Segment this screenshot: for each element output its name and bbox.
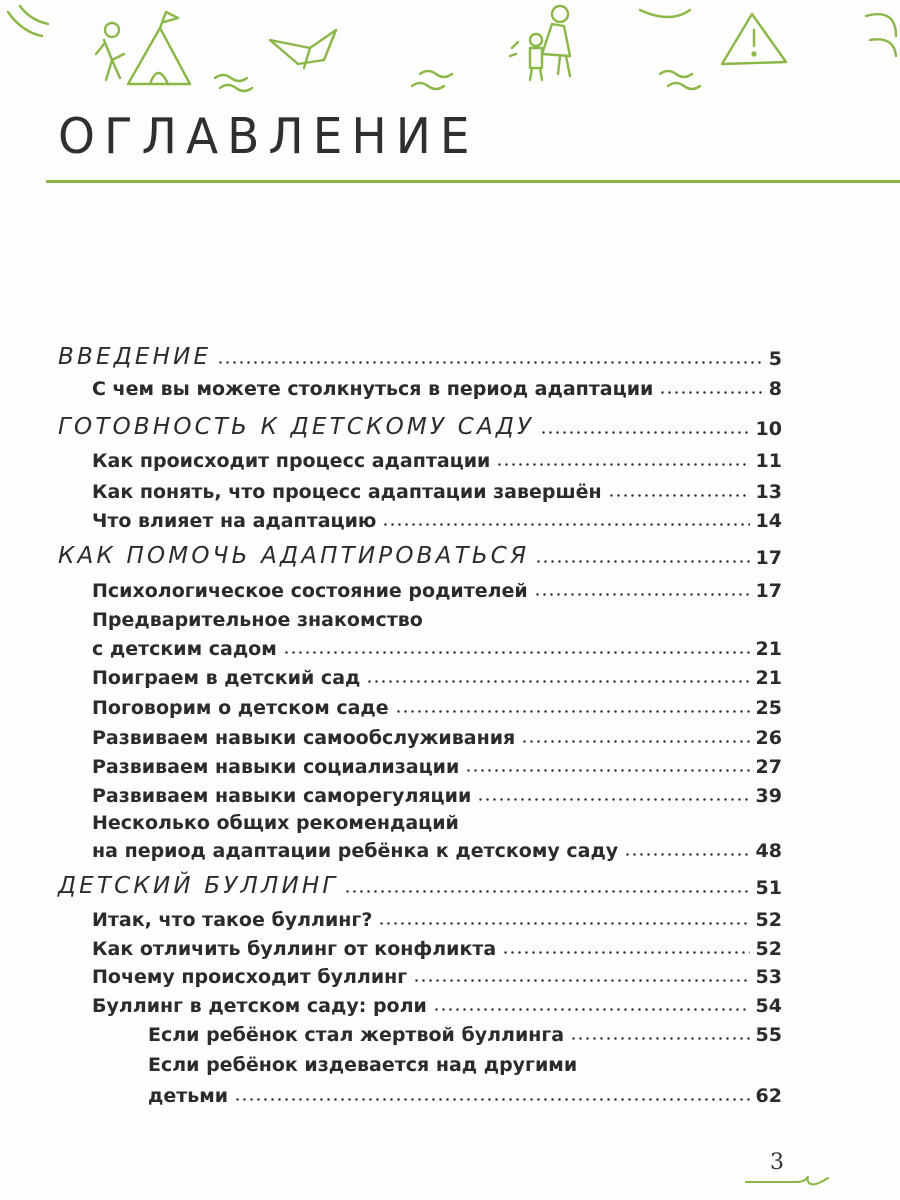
toc-page-number: 25 <box>755 697 782 719</box>
toc-page-number: 17 <box>755 547 782 569</box>
dot-leader <box>366 680 749 683</box>
toc-entry-title: Развиваем навыки самообслуживания <box>92 727 516 749</box>
toc-entry-nested[interactable] <box>148 1085 782 1107</box>
toc-entry-title-line1[interactable]: Несколько общих рекомендаций <box>92 812 459 834</box>
toc-page-number: 26 <box>755 727 782 749</box>
toc-entry-title: Если ребёнок стал жертвой буллинга <box>148 1024 565 1046</box>
toc-section-readiness[interactable] <box>58 414 782 440</box>
toc-entry[interactable] <box>92 840 782 862</box>
toc-entry-title: КАК ПОМОЧЬ АДАПТИРОВАТЬСЯ <box>58 543 530 569</box>
toc-entry-title: Психологическое состояние родителей <box>92 580 528 602</box>
toc-page-number: 5 <box>768 348 782 370</box>
toc-entry[interactable] <box>92 938 782 960</box>
dot-leader <box>477 798 749 801</box>
dot-leader <box>344 890 749 893</box>
toc-entry[interactable] <box>92 510 782 532</box>
toc-page-number: 27 <box>755 756 782 778</box>
toc-entry-title: Итак, что такое буллинг? <box>92 909 373 931</box>
toc-entry-title-line1[interactable]: Предварительное знакомство <box>92 609 423 631</box>
page-title: ОГЛАВЛЕНИЕ <box>58 107 479 166</box>
toc-page-number: 51 <box>755 877 782 899</box>
toc-page-number: 39 <box>755 785 782 807</box>
toc-page-number: 17 <box>755 580 782 602</box>
toc-page-number: 55 <box>755 1024 782 1046</box>
toc-page-number: 11 <box>755 450 782 472</box>
toc-section-help-adapt[interactable] <box>58 543 782 569</box>
toc-entry-title: Развиваем навыки социализации <box>92 756 460 778</box>
toc-entry-title-line2: на период адаптации ребёнка к детскому саду <box>92 840 619 862</box>
toc-entry-title: ГОТОВНОСТЬ К ДЕТСКОМУ САДУ <box>58 414 535 440</box>
toc-entry-title-line1[interactable]: Если ребёнок издевается над другими <box>148 1054 578 1076</box>
toc-entry-title-line2: с детским садом <box>92 638 277 660</box>
toc-section-bullying[interactable] <box>58 873 782 899</box>
dot-leader <box>283 651 750 654</box>
toc-entry[interactable] <box>92 697 782 719</box>
toc-page-number: 13 <box>755 481 782 503</box>
dot-leader <box>608 494 750 497</box>
dot-leader <box>433 1008 750 1011</box>
toc-entry[interactable] <box>92 756 782 778</box>
dot-leader <box>502 951 749 954</box>
dot-leader <box>570 1037 749 1040</box>
dot-leader <box>217 361 763 364</box>
toc-entry[interactable] <box>92 995 782 1017</box>
toc-entry-title: Что влияет на адаптацию <box>92 510 377 532</box>
toc-page-number: 10 <box>755 418 782 440</box>
toc-entry-title: Поговорим о детском саде <box>92 697 389 719</box>
toc-page-number: 62 <box>755 1085 782 1107</box>
toc-entry[interactable] <box>92 966 782 988</box>
dot-leader <box>535 560 749 563</box>
toc-section-intro[interactable] <box>58 344 782 370</box>
toc-page-number: 14 <box>755 510 782 532</box>
dot-leader <box>540 431 749 434</box>
page-number-flourish-icon <box>740 1170 840 1190</box>
toc-entry[interactable] <box>92 727 782 749</box>
toc-entry[interactable] <box>92 667 782 689</box>
toc-entry-title: Как происходит процесс адаптации <box>92 450 491 472</box>
toc-entry[interactable] <box>92 638 782 660</box>
toc-entry-nested[interactable] <box>148 1024 782 1046</box>
toc-entry-title: Развиваем навыки саморегуляции <box>92 785 472 807</box>
toc-page-number: 21 <box>755 667 782 689</box>
dot-leader <box>413 979 749 982</box>
toc-entry-title: ВВЕДЕНИЕ <box>58 344 212 370</box>
toc-entry-title: Как понять, что процесс адаптации завершён <box>92 481 602 503</box>
dot-leader <box>465 769 749 772</box>
toc-entry-title: С чем вы можете столкнуться в период адаптации <box>92 378 654 400</box>
dot-leader <box>234 1098 749 1101</box>
toc-page-number: 53 <box>755 966 782 988</box>
toc-entry-title-line2: детьми <box>148 1085 229 1107</box>
page-number: 3 <box>770 1150 784 1175</box>
toc-entry[interactable] <box>92 481 782 503</box>
toc-page-number: 52 <box>755 909 782 931</box>
toc-page-number: 8 <box>768 378 782 400</box>
dot-leader <box>659 391 762 394</box>
dot-leader <box>382 523 749 526</box>
toc-entry[interactable] <box>92 785 782 807</box>
toc-entry[interactable] <box>92 909 782 931</box>
toc-entry[interactable] <box>92 580 782 602</box>
toc-entry-title: Буллинг в детском саду: роли <box>92 995 427 1017</box>
dot-leader <box>521 740 749 743</box>
dot-leader <box>534 593 750 596</box>
dot-leader <box>395 710 750 713</box>
toc-entry-title: ДЕТСКИЙ БУЛЛИНГ <box>58 873 339 899</box>
toc-page-number: 54 <box>755 995 782 1017</box>
toc-page-number: 21 <box>755 638 782 660</box>
dot-leader <box>378 922 749 925</box>
toc-entry-title: Поиграем в детский сад <box>92 667 361 689</box>
toc-entry[interactable] <box>92 378 782 400</box>
toc-entry-title: Почему происходит буллинг <box>92 966 408 988</box>
toc-entry[interactable] <box>92 450 782 472</box>
toc-page-number: 52 <box>755 938 782 960</box>
dot-leader <box>496 463 749 466</box>
toc-page-number: 48 <box>755 840 782 862</box>
toc-entry-title: Как отличить буллинг от конфликта <box>92 938 497 960</box>
dot-leader <box>624 853 749 856</box>
